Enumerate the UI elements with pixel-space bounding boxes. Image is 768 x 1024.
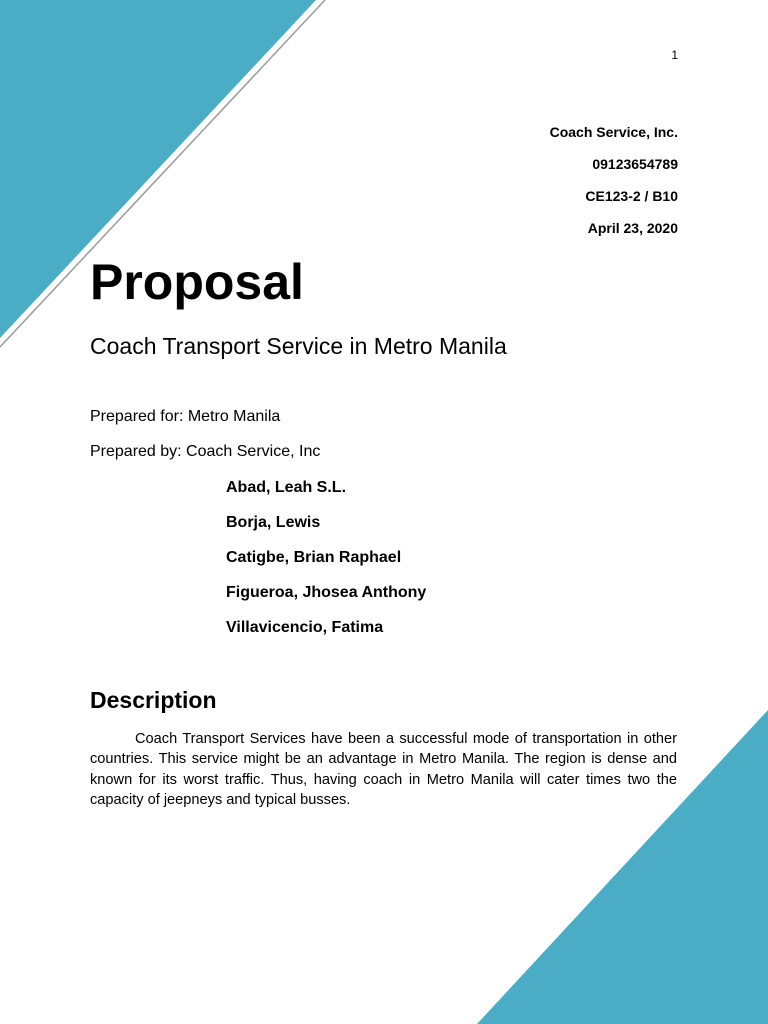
member-list — [226, 478, 426, 653]
page-number: 1 — [671, 48, 678, 62]
description-heading: Description — [90, 687, 217, 713]
document-date: April 23, 2020 — [587, 220, 678, 236]
member-name: Abad, Leah S.L. — [226, 479, 347, 496]
member-name: Catigbe, Brian Raphael — [226, 549, 402, 566]
document-subtitle: Coach Transport Service in Metro Manila — [90, 333, 507, 359]
prepared-for: Prepared for: Metro Manila — [90, 408, 281, 425]
phone-number: 09123654789 — [592, 156, 678, 172]
prepared-by: Prepared by: Coach Service, Inc — [90, 443, 321, 460]
document-title: Proposal — [90, 254, 304, 310]
description-paragraph: Coach Transport Services have been a successful mode of transportation in other countries. This service might be an advantage in Metro Manila. The region is dense and known for its worst traffic. Thus, having coach in Metro Manila will cater times two the capacity of jeepneys and typical busses. — [90, 731, 677, 808]
company-name: Coach Service, Inc. — [549, 124, 678, 140]
member-name: Borja, Lewis — [226, 514, 321, 531]
course-code: CE123-2 / B10 — [585, 188, 678, 204]
member-name: Figueroa, Jhosea Anthony — [226, 584, 427, 601]
member-name: Villavicencio, Fatima — [226, 619, 384, 636]
header-info — [550, 124, 678, 252]
